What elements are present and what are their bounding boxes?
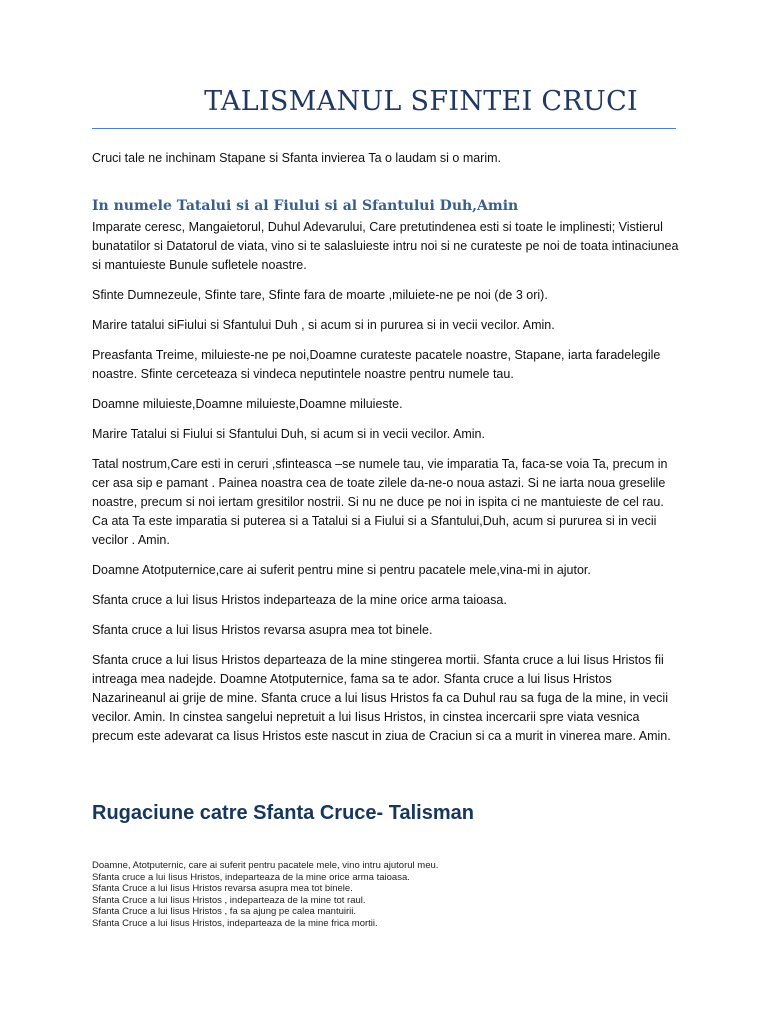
paragraph: Marire tatalui siFiului si Sfantului Duh , si acum si in pururea si in vecii vecilor. Amin. [92, 318, 555, 332]
section-title: Rugaciune catre Sfanta Cruce- Talisman [92, 802, 474, 824]
list-item: Sfanta Cruce a lui Iisus Hristos revarsa asupra mea tot binele. [92, 883, 353, 894]
list-item: Sfanta Cruce a lui Iisus Hristos , fa sa ajung pe calea mantuirii. [92, 906, 357, 917]
list-item: Sfanta cruce a lui Iisus Hristos, indeparteaza de la mine orice arma taioasa. [92, 871, 410, 883]
paragraph: Sfinte Dumnezeule, Sfinte tare, Sfinte fara de moarte ,miluiete-ne pe noi (de 3 ori). [92, 288, 548, 302]
paragraph: Sfanta cruce a lui Iisus Hristos indeparteaza de la mine orice arma taioasa. [92, 593, 507, 607]
list-item: Sfanta Cruce a lui Iisus Hristos, indeparteaza de la mine frica mortii. [92, 917, 378, 929]
paragraph: Doamne Atotputernice,care ai suferit pentru mine si pentru pacatele mele,vina-mi in ajutor. [92, 563, 591, 577]
document-title: TALISMANUL SFINTEI CRUCI [204, 86, 638, 117]
paragraph: Marire Tatalui si Fiului si Sfantului Duh, si acum si in vecii vecilor. Amin. [92, 427, 485, 441]
prayer-lines [92, 860, 692, 929]
subheading: In numele Tatalui si al Fiului si al Sfantului Duh,Amin [92, 198, 519, 214]
paragraph: Sfanta cruce a lui Iisus Hristos departeaza de la mine stingerea mortii. Sfanta cruce a lui Iisus Hristos fii intreaga mea nadejde. Doamne Atotputernice, fama sa te ador. Sfanta cruce a lui Iisus Hristos Nazarineanul ai grije de mine. Sfanta cruce a lui Iisus Hristos fa ca Duhul rau sa fuga de la mine, in vecii vecilor. Amin. In cinstea sangelui nepretuit a lui Iisus Hristos, in cinstea incercarii spre viata vesnica precum este adevarat ca Iisus Hristos este nascut in ziua de Craciun si ca a murit in vinerea mare. Amin. [92, 653, 671, 743]
paragraph: Sfanta cruce a lui Iisus Hristos revarsa asupra mea tot binele. [92, 623, 433, 637]
intro-paragraph: Cruci tale ne inchinam Stapane si Sfanta invierea Ta o laudam si o marim. [92, 151, 502, 165]
paragraph: Imparate ceresc, Mangaietorul, Duhul Adevarului, Care pretutindenea esti si toate le implinesti; Vistierul bunatatilor si Datatorul de viata, vino si te salasluieste intru noi si ne curateste pe noi de toata intinaciunea si mantuieste Bunule sufletele noastre. [92, 220, 679, 272]
paragraph: Preasfanta Treime, miluieste-ne pe noi,Doamne curateste pacatele noastre, Stapane, iarta faradelegile noastre. Sfinte cerceteaza si vindeca neputintele noastre pentru numele tau. [92, 348, 661, 381]
list-item: Sfanta Cruce a lui Iisus Hristos , indeparteaza de la mine tot raul. [92, 894, 366, 906]
list-item: Doamne, Atotputernic, care ai suferit pentru pacatele mele, vino intru ajutorul meu. [92, 860, 439, 871]
paragraph: Tatal nostrum,Care esti in ceruri ,sfinteasca –se numele tau, vie imparatia Ta, faca-se voia Ta, precum in cer asa sip e pamant . Painea noastra cea de toate zilele da-ne-o noua astazi. Si ne iarta noua greselile noastre, precum si noi iertam gresitilor nostrii. Si nu ne duce pe noi in ispita ci ne mantuieste de cel rau. Ca ata Ta este imparatia si puterea si a Tatalui si a Fiului si a Sfantului,Duh, acum si pururea si in vecii vecilor . Amin. [92, 457, 668, 547]
paragraph: Doamne miluieste,Doamne miluieste,Doamne miluieste. [92, 397, 403, 411]
title-divider [92, 128, 676, 129]
prayer-paragraphs [92, 218, 682, 757]
